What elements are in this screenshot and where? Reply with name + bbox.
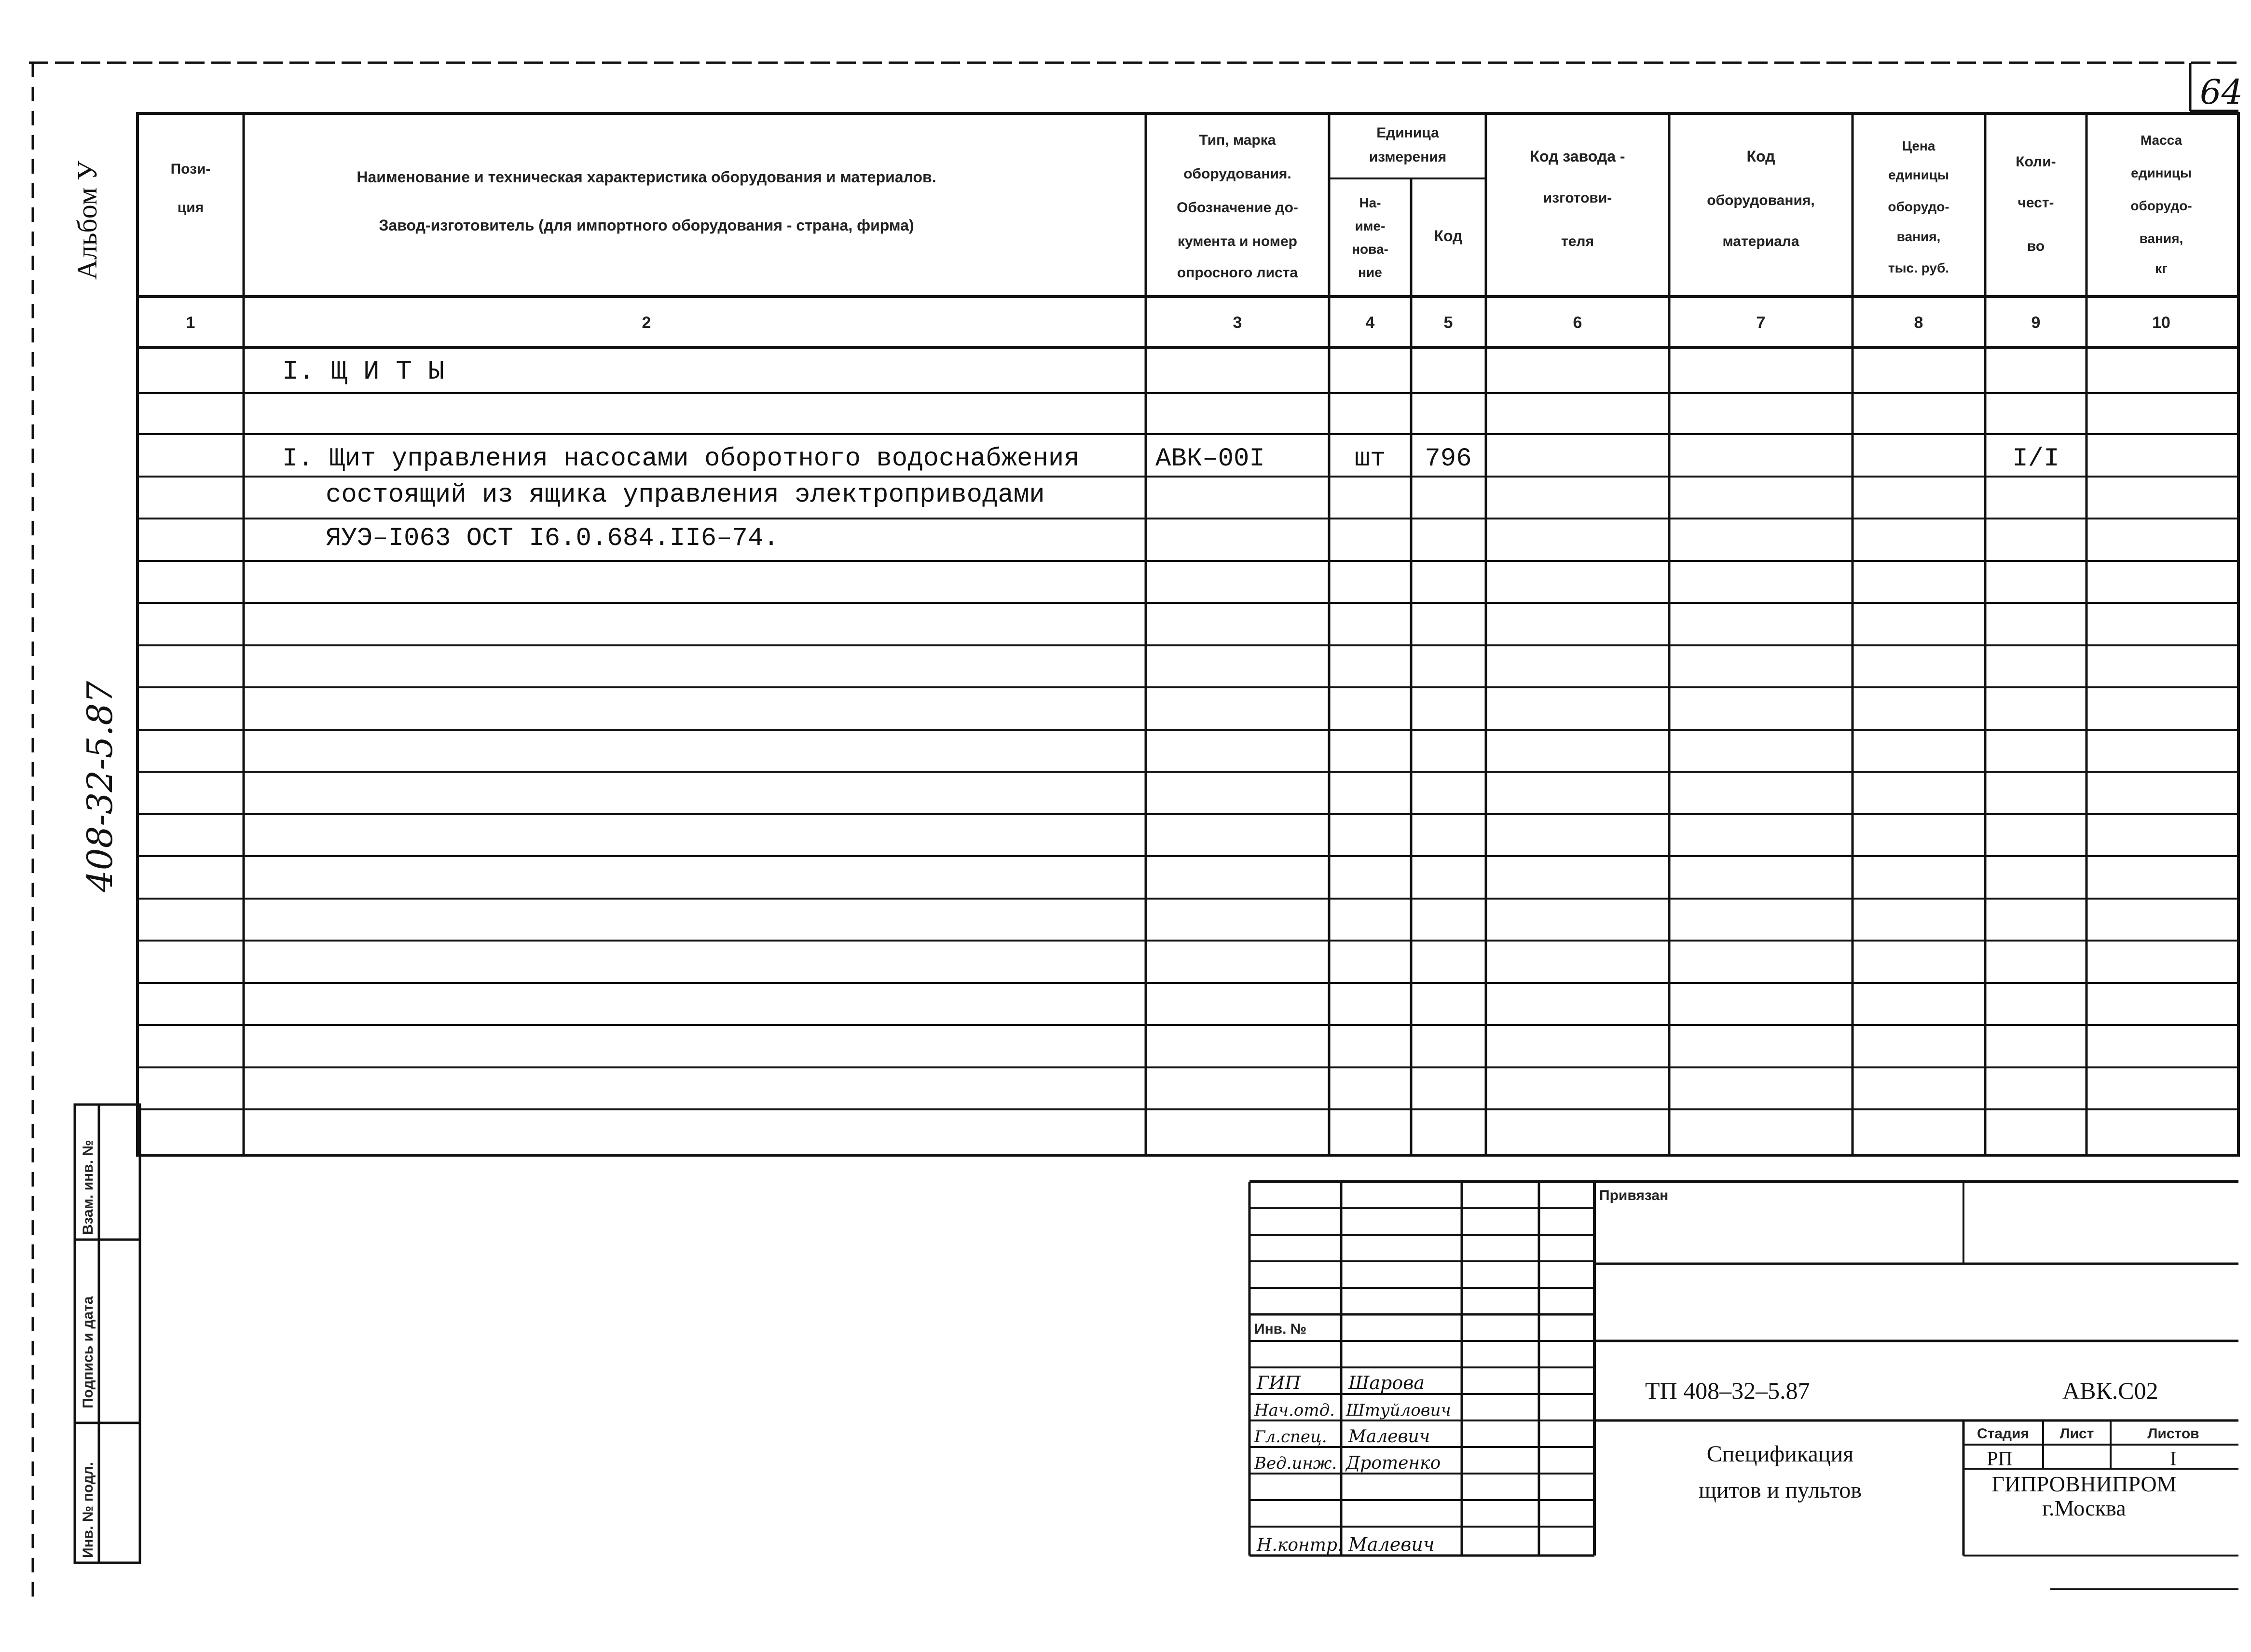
header-unit-group-line2: измерения <box>1369 149 1447 165</box>
signature-name: Малевич <box>1348 1534 1435 1555</box>
header-unit-group-line1: Единица <box>1376 125 1439 141</box>
header-col10-line4: вания, <box>2139 231 2183 246</box>
org-name: ГИПРОВНИПРОМ <box>1991 1472 2177 1496</box>
sheet-code: АВК.С02 <box>2062 1377 2158 1404</box>
signature-name: Шарова <box>1348 1372 1425 1393</box>
column-number: 2 <box>642 314 651 332</box>
header-col6-line1: Код завода - <box>1530 148 1625 165</box>
header-col4-line1: На- <box>1359 195 1381 210</box>
signature-name: Штуйлович <box>1346 1401 1451 1420</box>
column-number: 7 <box>1756 314 1766 332</box>
header-col3-line3: Обозначение до- <box>1177 200 1298 216</box>
side-stamp-signature-date: Подпись и дата <box>80 1296 96 1408</box>
header-col9-line3: во <box>2027 238 2045 254</box>
stage-label: Стадия <box>1976 1426 2030 1442</box>
header-col2-line2: Завод-изготовитель (для импортного оборудования - страна, фирма) <box>379 217 914 234</box>
stage-value: РП <box>1987 1448 2013 1470</box>
item-type: АВК–00I <box>1155 444 1265 474</box>
doc-title-line1: Спецификация <box>1706 1441 1854 1467</box>
header-col8-line3: оборудо- <box>1888 199 1949 214</box>
header-col3-line5: опросного листа <box>1177 265 1298 281</box>
table-body <box>282 356 2059 553</box>
side-stamp-original-inv: Инв. № подл. <box>80 1461 96 1558</box>
column-number: 3 <box>1233 314 1242 332</box>
header-col10-line1: Масса <box>2140 133 2182 148</box>
doc-title-line2: щитов и пультов <box>1699 1477 1862 1503</box>
header-col6-line3: теля <box>1561 233 1594 249</box>
sheet-label: Лист <box>2059 1426 2094 1442</box>
header-col3-line4: кумента и номер <box>1177 233 1298 249</box>
header-col8-line2: единицы <box>1888 167 1949 182</box>
header-col9-line1: Коли- <box>2016 154 2056 170</box>
header-col7-line1: Код <box>1746 148 1775 165</box>
header-col10-line3: оборудо- <box>2130 198 2192 213</box>
header-col4-line2: име- <box>1355 218 1386 233</box>
header-col10-line5: кг <box>2155 261 2168 276</box>
header-col2-line1: Наименование и техническая характеристика оборудования и материалов. <box>357 168 936 186</box>
signature-role: Н.контр. <box>1257 1535 1343 1555</box>
album-label: Альбом У <box>71 161 103 280</box>
org-city: г.Москва <box>2042 1496 2126 1520</box>
page-number: 64 <box>2200 72 2243 112</box>
header-col8-line4: вания, <box>1896 229 1941 244</box>
signature-name: Малевич <box>1348 1427 1430 1447</box>
header-col8-line5: тыс. руб. <box>1888 260 1949 275</box>
header-col5: Код <box>1434 227 1463 245</box>
column-number: 10 <box>2152 314 2170 332</box>
project-code-side: 408-32-5.87 <box>80 681 120 892</box>
bound-label: Привязан <box>1599 1188 1669 1203</box>
table-header <box>171 125 2192 281</box>
side-stamp-replacement: Взам. инв. № <box>80 1140 96 1235</box>
signature-name: Дротенко <box>1346 1453 1441 1473</box>
item-name-line3: ЯУЭ–I063 ОСТ I6.0.684.II6–74. <box>326 524 779 553</box>
header-col1-line1: Пози- <box>170 161 211 177</box>
sheet-frame <box>29 63 2238 1601</box>
column-number: 5 <box>1443 314 1453 332</box>
sheets-value: I <box>2170 1448 2177 1470</box>
column-number: 4 <box>1365 314 1375 332</box>
item-quantity: I/I <box>2012 444 2059 474</box>
column-number: 6 <box>1573 314 1582 332</box>
signature-role: Вед.инж. <box>1254 1454 1337 1473</box>
header-col4-line3: нова- <box>1352 242 1388 257</box>
header-col3-line1: Тип, марка <box>1199 132 1276 148</box>
header-col1-line2: ция <box>177 200 204 216</box>
item-unit-name: шт <box>1354 444 1386 474</box>
column-number-row <box>186 314 2170 332</box>
item-name-line2: состоящий из ящика управления электроприводами <box>326 480 1045 510</box>
item-name-line1: I. Щит управления насосами оборотного водоснабжения <box>282 444 1080 474</box>
signature-role: Гл.спец. <box>1254 1427 1327 1447</box>
column-number: 9 <box>2031 314 2041 332</box>
item-unit-code: 796 <box>1425 444 1472 474</box>
column-number: 1 <box>186 314 195 332</box>
section-title: I. Щ И Т Ы <box>282 356 445 387</box>
doc-code: ТП 408–32–5.87 <box>1645 1377 1810 1404</box>
signature-role: Нач.отд. <box>1254 1401 1335 1420</box>
signature-scribbles <box>1467 1374 1534 1551</box>
header-col4-line4: ние <box>1358 265 1382 280</box>
sheets-label: Листов <box>2147 1426 2199 1442</box>
header-col6-line2: изготови- <box>1543 190 1612 206</box>
header-col7-line3: материала <box>1722 233 1799 249</box>
header-col3-line2: оборудования. <box>1183 166 1291 182</box>
header-col10-line2: единицы <box>2131 165 2192 180</box>
header-col9-line2: чест- <box>2018 195 2054 211</box>
header-col7-line2: оборудования, <box>1707 192 1815 208</box>
header-col8-line1: Цена <box>1902 138 1935 153</box>
column-number: 8 <box>1914 314 1923 332</box>
inv-label: Инв. № <box>1254 1321 1307 1337</box>
signature-role: ГИП <box>1257 1372 1301 1393</box>
